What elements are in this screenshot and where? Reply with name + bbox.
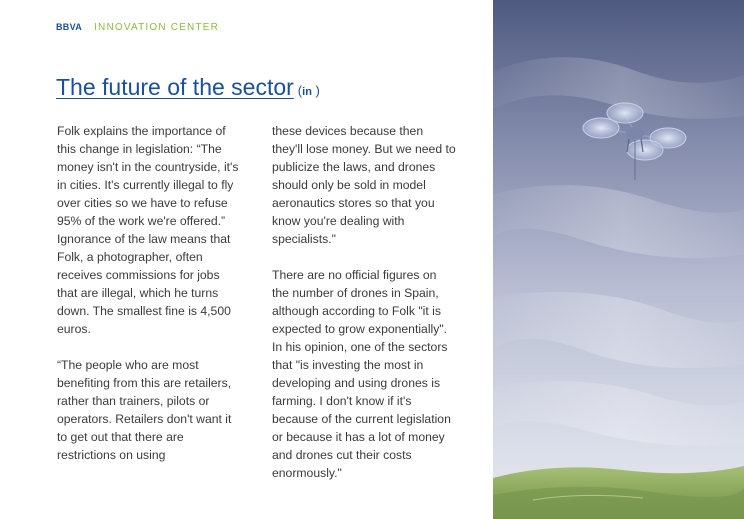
section-heading [56, 74, 320, 101]
article-column-right [272, 122, 456, 500]
drone-photo [493, 0, 744, 519]
paragraph: these devices because then they'll lose money. But we need to publicize the laws, and drones should only be sold in model aeronautics stores so that you know you're dealing with specialists." [272, 124, 456, 246]
section-title[interactable]: The future of the sector [56, 74, 294, 100]
brand-name: INNOVATION CENTER [94, 21, 220, 33]
paragraph: “The people who are most benefiting from this are retailers, rather than trainers, pilots or operators. Retailers don't want it to get out that there are restrictions on using [57, 358, 232, 462]
linkedin-link[interactable]: (in ) [297, 83, 320, 98]
paragraph: Folk explains the importance of this change in legislation: “The money isn't in the countryside, it's in cities. It's currently illegal to fly over cities so we have to refuse 95% of the work we're offered.” Ignorance of the law means that Folk, a photographer, often receives commissions for jobs that are illegal, which he turns down. The smallest fine is 4,500 euros. [57, 124, 239, 336]
linkedin-icon[interactable]: in [302, 86, 312, 98]
linkedin-link-close: ) [311, 83, 320, 98]
bbva-logo: BBVA [56, 22, 83, 32]
brand-header [56, 20, 219, 34]
article-column-left [57, 122, 241, 482]
paragraph: There are no official figures on the number of drones in Spain, although according to Folk "it is expected to grow exponentially". In his opinion, one of the sectors that "is investing the most in developing and using drones is farming. I don't know if it's because of the current legislation or because it has a lot of money and drones cut their costs enormously." [272, 268, 451, 480]
drone-over-field-icon [493, 0, 744, 519]
